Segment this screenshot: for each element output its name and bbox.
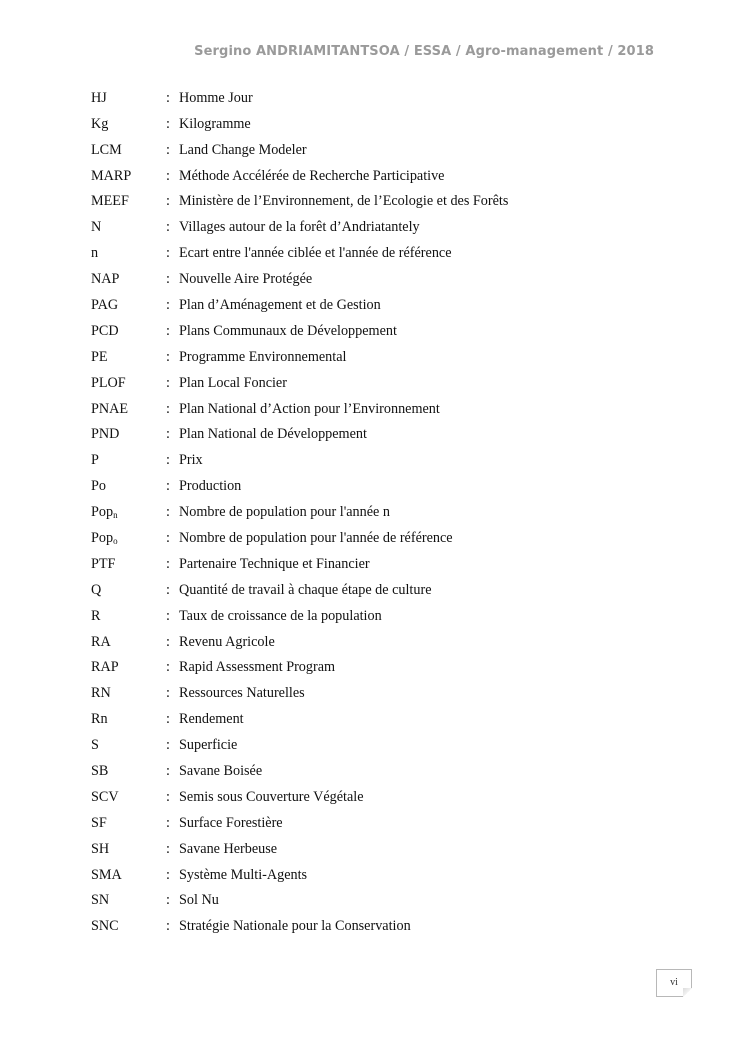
abbreviation-definition: Kilogramme <box>179 115 251 132</box>
abbreviation-row <box>91 396 651 422</box>
abbreviation-code-text: Pop <box>91 503 114 520</box>
abbreviation-code-text: SMA <box>91 866 122 883</box>
abbreviation-code <box>91 842 166 856</box>
abbreviation-separator: : <box>166 115 170 132</box>
abbreviation-code <box>91 350 166 364</box>
abbreviation-code-text: Q <box>91 581 102 598</box>
abbreviation-code-text: Kg <box>91 115 109 132</box>
abbreviation-separator: : <box>166 504 170 521</box>
abbreviation-row <box>91 836 651 862</box>
abbreviation-code <box>91 169 166 183</box>
abbreviation-definition: Programme Environnemental <box>179 348 347 365</box>
abbreviation-row <box>91 914 651 940</box>
abbreviation-code-text: SB <box>91 763 109 779</box>
abbreviation-definition: Rapid Assessment Program <box>179 659 336 676</box>
abbreviation-row <box>91 706 651 732</box>
abbreviation-row <box>91 758 651 784</box>
abbreviation-row <box>91 370 651 396</box>
abbreviation-separator: : <box>166 296 170 313</box>
abbreviation-definition: Revenu Agricole <box>179 633 275 650</box>
abbreviation-row <box>91 422 651 448</box>
abbreviation-separator: : <box>166 737 170 754</box>
abbreviation-code-text: PNAE <box>91 400 129 417</box>
abbreviation-row <box>91 603 651 629</box>
abbreviation-code <box>91 143 166 157</box>
abbreviation-definition: Nouvelle Aire Protégée <box>179 271 313 288</box>
abbreviation-code <box>91 686 166 700</box>
abbreviation-code-text: PCD <box>91 322 119 339</box>
abbreviation-definition: Nombre de population pour l'année n <box>179 504 390 521</box>
abbreviation-definition: Plan Local Foncier <box>179 374 287 391</box>
abbreviation-code-text: N <box>91 219 102 236</box>
abbreviation-definition: Villages autour de la forêt d’Andriatantely <box>179 219 420 236</box>
abbreviation-definition: Ecart entre l'année ciblée et l'année de référence <box>179 245 452 262</box>
abbreviation-code-subscript: n <box>113 509 118 520</box>
abbreviation-row <box>91 551 651 577</box>
abbreviation-separator: : <box>166 426 170 443</box>
page-curl-icon <box>683 988 692 997</box>
abbreviation-code-text: LCM <box>91 141 122 158</box>
abbreviation-code-text: S <box>91 737 99 754</box>
abbreviation-code <box>91 712 166 726</box>
abbreviation-code <box>91 117 166 131</box>
abbreviation-definition: Savane Boisée <box>179 763 263 779</box>
abbreviation-code <box>91 220 166 234</box>
abbreviation-definition: Savane Herbeuse <box>179 840 278 857</box>
abbreviation-code <box>91 790 166 804</box>
abbreviation-row <box>91 447 651 473</box>
abbreviation-code-text: PAG <box>91 296 119 313</box>
abbreviation-code-text: SF <box>91 814 107 831</box>
abbreviation-row <box>91 499 651 525</box>
abbreviation-code <box>91 738 166 752</box>
abbreviation-definition: Plan National d’Action pour l’Environnement <box>179 400 440 417</box>
abbreviation-row <box>91 784 651 810</box>
abbreviation-separator: : <box>166 633 170 650</box>
abbreviation-row <box>91 473 651 499</box>
abbreviation-row <box>91 137 651 163</box>
abbreviation-code-text: Po <box>91 478 106 495</box>
abbreviation-code <box>91 893 166 907</box>
abbreviation-code-text: NAP <box>91 271 120 288</box>
abbreviation-definition: Production <box>179 478 242 495</box>
abbreviation-separator: : <box>166 685 170 702</box>
abbreviation-definition: Nombre de population pour l'année de référence <box>179 529 453 546</box>
abbreviation-separator: : <box>166 348 170 365</box>
abbreviation-row <box>91 214 651 240</box>
abbreviation-separator: : <box>166 322 170 339</box>
abbreviation-list <box>91 85 651 939</box>
abbreviation-code <box>91 298 166 312</box>
abbreviation-row <box>91 888 651 914</box>
abbreviation-definition: Superficie <box>179 737 238 754</box>
abbreviation-separator: : <box>166 400 170 417</box>
page-number-box <box>656 969 692 997</box>
abbreviation-code <box>91 246 166 260</box>
abbreviation-definition: Partenaire Technique et Financier <box>179 555 370 572</box>
abbreviation-separator: : <box>166 763 170 779</box>
abbreviation-separator: : <box>166 555 170 572</box>
abbreviation-separator: : <box>166 918 170 935</box>
abbreviation-separator: : <box>166 581 170 598</box>
abbreviation-row <box>91 163 651 189</box>
abbreviation-separator: : <box>166 245 170 262</box>
abbreviation-definition: Semis sous Couverture Végétale <box>179 788 364 805</box>
abbreviation-separator: : <box>166 814 170 831</box>
abbreviation-definition: Plan d’Aménagement et de Gestion <box>179 296 381 313</box>
abbreviation-row <box>91 189 651 215</box>
abbreviation-code-text: SCV <box>91 788 119 805</box>
abbreviation-separator: : <box>166 452 170 469</box>
abbreviation-code-text: PND <box>91 426 120 443</box>
abbreviation-code-text: MARP <box>91 167 132 184</box>
abbreviation-definition: Prix <box>179 452 203 469</box>
abbreviation-code <box>91 919 166 933</box>
abbreviation-code <box>91 194 166 208</box>
abbreviation-code-text: P <box>91 452 99 469</box>
abbreviation-code-text: SN <box>91 892 110 909</box>
abbreviation-code <box>91 427 166 441</box>
abbreviation-code <box>91 505 166 520</box>
abbreviation-separator: : <box>166 788 170 805</box>
abbreviation-code-text: R <box>91 607 101 624</box>
abbreviation-code-subscript: o <box>113 535 118 546</box>
abbreviation-code-text: RA <box>91 633 111 650</box>
abbreviation-code <box>91 453 166 467</box>
abbreviation-code <box>91 635 166 649</box>
abbreviation-code <box>91 609 166 623</box>
abbreviation-separator: : <box>166 89 170 106</box>
abbreviation-code-text: SNC <box>91 918 119 935</box>
abbreviation-separator: : <box>166 374 170 391</box>
abbreviation-definition: Quantité de travail à chaque étape de culture <box>179 581 432 598</box>
abbreviation-row <box>91 655 651 681</box>
abbreviation-separator: : <box>166 167 170 184</box>
abbreviation-separator: : <box>166 607 170 624</box>
abbreviation-code-text: RN <box>91 685 111 702</box>
abbreviation-code <box>91 816 166 830</box>
abbreviation-code-text: PTF <box>91 555 116 572</box>
abbreviation-code-text: MEEF <box>91 193 129 210</box>
page-header: Sergino ANDRIAMITANTSOA / ESSA / Agro-management / 2018 <box>194 44 654 59</box>
abbreviation-separator: : <box>166 141 170 158</box>
abbreviation-separator: : <box>166 659 170 676</box>
abbreviation-row <box>91 344 651 370</box>
abbreviation-code <box>91 557 166 571</box>
abbreviation-definition: Taux de croissance de la population <box>179 607 382 624</box>
abbreviation-row <box>91 810 651 836</box>
abbreviation-definition: Ministère de l’Environnement, de l’Ecologie et des Forêts <box>179 193 509 210</box>
abbreviation-code <box>91 402 166 416</box>
abbreviation-definition: Homme Jour <box>179 89 253 106</box>
abbreviation-separator: : <box>166 271 170 288</box>
abbreviation-definition: Système Multi-Agents <box>179 866 308 883</box>
abbreviation-code <box>91 479 166 493</box>
abbreviation-separator: : <box>166 840 170 857</box>
abbreviation-separator: : <box>166 866 170 883</box>
abbreviation-code-text: Pop <box>91 529 114 546</box>
abbreviation-row <box>91 577 651 603</box>
abbreviation-row <box>91 266 651 292</box>
abbreviation-definition: Land Change Modeler <box>179 141 307 158</box>
abbreviation-code <box>91 531 166 546</box>
abbreviation-definition: Rendement <box>179 711 244 728</box>
abbreviation-code-text: PE <box>91 348 108 365</box>
abbreviation-row <box>91 85 651 111</box>
abbreviation-code <box>91 660 166 674</box>
abbreviation-row <box>91 111 651 137</box>
abbreviation-separator: : <box>166 892 170 909</box>
abbreviation-definition: Stratégie Nationale pour la Conservation <box>179 918 411 935</box>
abbreviation-separator: : <box>166 478 170 495</box>
abbreviation-definition: Ressources Naturelles <box>179 685 305 702</box>
abbreviation-code <box>91 583 166 597</box>
abbreviation-code-text: HJ <box>91 89 107 106</box>
abbreviation-row <box>91 862 651 888</box>
abbreviation-separator: : <box>166 193 170 210</box>
abbreviation-row <box>91 292 651 318</box>
abbreviation-definition: Surface Forestière <box>179 814 283 831</box>
abbreviation-code <box>91 91 166 105</box>
abbreviation-row <box>91 680 651 706</box>
abbreviation-row <box>91 240 651 266</box>
abbreviation-code <box>91 376 166 390</box>
abbreviation-definition: Plan National de Développement <box>179 426 367 443</box>
abbreviation-row <box>91 732 651 758</box>
abbreviation-row <box>91 318 651 344</box>
abbreviation-row <box>91 629 651 655</box>
abbreviation-separator: : <box>166 219 170 236</box>
abbreviation-definition: Sol Nu <box>179 892 219 909</box>
abbreviation-code <box>91 324 166 338</box>
abbreviation-row <box>91 525 651 551</box>
abbreviation-separator: : <box>166 529 170 546</box>
abbreviation-code <box>91 764 166 778</box>
abbreviation-separator: : <box>166 711 170 728</box>
abbreviation-code-text: SH <box>91 840 110 857</box>
abbreviation-code <box>91 868 166 882</box>
abbreviation-definition: Plans Communaux de Développement <box>179 322 397 339</box>
abbreviation-definition: Méthode Accélérée de Recherche Participative <box>179 167 445 184</box>
abbreviation-code <box>91 272 166 286</box>
abbreviation-code-text: RAP <box>91 659 119 676</box>
abbreviation-code-text: Rn <box>91 711 108 728</box>
page-number: vi <box>670 977 678 988</box>
abbreviation-code-text: n <box>91 245 99 262</box>
abbreviation-code-text: PLOF <box>91 374 126 391</box>
